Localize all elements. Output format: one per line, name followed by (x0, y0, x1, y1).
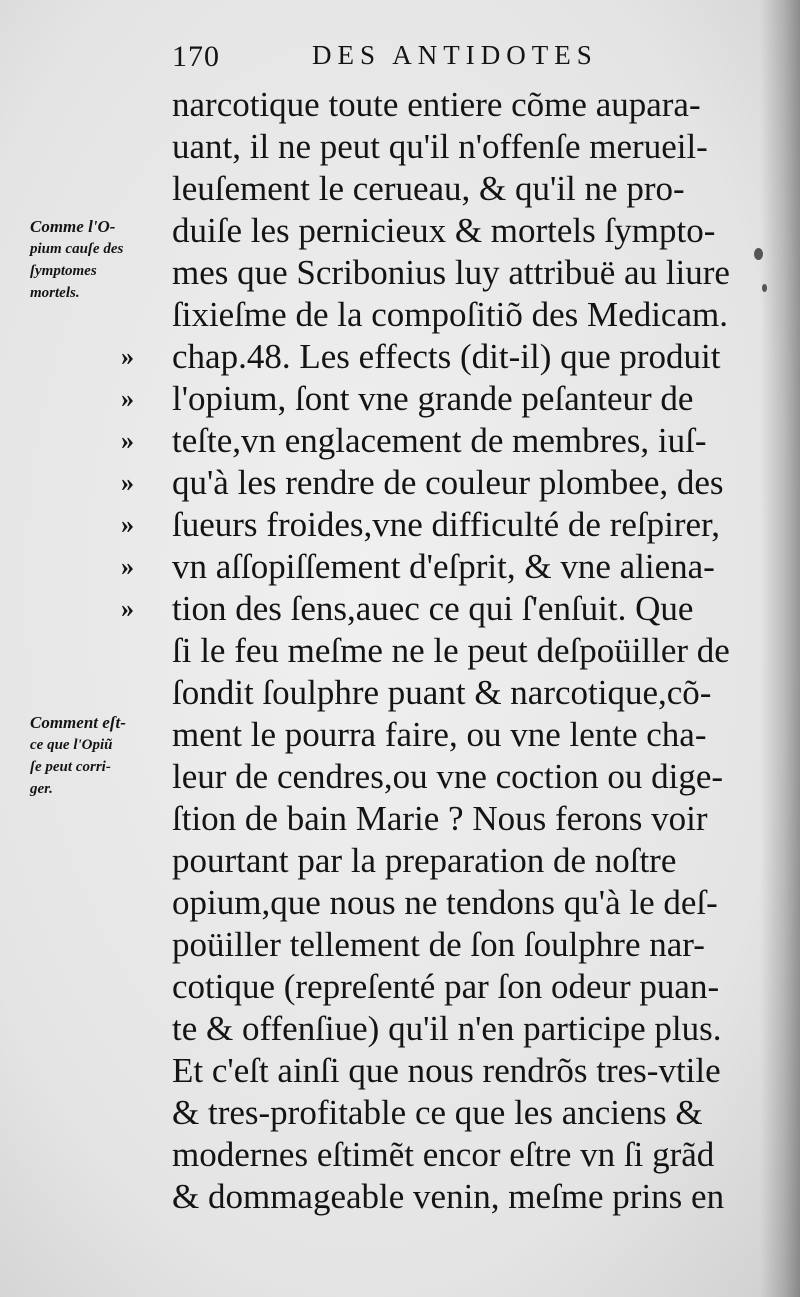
text-line: uant, il ne peut qu'il n'offenſe merueil- (172, 127, 708, 166)
text-line: Et c'eſt ainſi que nous rendrõs tres-vtile (172, 1051, 721, 1090)
text-line: opium,que nous ne tendons qu'à le deſ- (172, 883, 718, 922)
margin-note-line: ſe peut corri- (30, 759, 111, 775)
ink-spot (754, 248, 763, 260)
margin-note-line: ſymptomes (30, 263, 97, 279)
quote-mark: » (121, 342, 134, 371)
text-line: ſondit ſoulphre puant & narcotique,cõ- (172, 673, 712, 712)
text-line: teſte,vn englacement de membres, iuſ- (172, 421, 707, 460)
page-edge-shadow (760, 0, 800, 1297)
text-line: modernes eſtimẽt encor eſtre vn ſi grãd (172, 1135, 715, 1174)
text-line: vn aſſopiſſement d'eſprit, & vne aliena- (172, 547, 715, 586)
text-line: tion des ſens,auec ce qui ſ'enſuit. Que (172, 589, 694, 628)
margin-note-line: pium cauſe des (30, 241, 124, 257)
quote-mark: » (121, 552, 134, 581)
text-line: ment le pourra faire, ou vne lente cha- (172, 715, 707, 754)
text-line: pourtant par la preparation de noſtre (172, 841, 677, 880)
quote-mark: » (121, 426, 134, 455)
text-line: leur de cendres,ou vne coction ou dige- (172, 757, 724, 796)
margin-note-line: ger. (30, 781, 53, 797)
quote-mark: » (121, 468, 134, 497)
margin-note-line: Comment eſt- (30, 713, 126, 732)
quote-mark: » (121, 510, 134, 539)
text-line: ſtion de bain Marie ? Nous ferons voir (172, 799, 708, 838)
text-line: leuſement le cerueau, & qu'il ne pro- (172, 169, 685, 208)
quote-mark: » (121, 594, 134, 623)
text-line: ſi le feu meſme ne le peut deſpoüiller de (172, 631, 730, 670)
text-line: cotique (repreſenté par ſon odeur puan- (172, 967, 720, 1006)
margin-note-line: Comme l'O- (30, 217, 116, 236)
quote-mark: » (121, 384, 134, 413)
text-line: narcotique toute entiere cõme aupara- (172, 85, 701, 124)
margin-note (30, 216, 170, 304)
margin-note-line: ce que l'Opiũ (30, 737, 113, 753)
text-line: qu'à les rendre de couleur plombee, des (172, 463, 724, 502)
page-header (172, 40, 732, 80)
ink-spot (762, 284, 767, 292)
text-line: ſueurs froides,vne difficulté de reſpirer, (172, 505, 721, 544)
text-line: ſixieſme de la compoſitiõ des Medicam. (172, 295, 728, 334)
text-line: chap.48. Les effects (dit-il) que produit (172, 337, 721, 376)
text-line: mes que Scribonius luy attribuë au liure (172, 253, 730, 292)
text-line: te & offenſiue) qu'il n'en participe plus. (172, 1009, 722, 1048)
text-line: poüiller tellement de ſon ſoulphre nar- (172, 925, 705, 964)
text-line: & dommageable venin, meſme prins en (172, 1177, 725, 1216)
text-line: l'opium, ſont vne grande peſanteur de (172, 379, 694, 418)
running-head: DES ANTIDOTES (312, 40, 598, 70)
text-line: duiſe les pernicieux & mortels ſympto- (172, 211, 716, 250)
margin-note (30, 712, 170, 800)
margin-note-line: mortels. (30, 285, 80, 301)
text-line: & tres-profitable ce que les anciens & (172, 1093, 703, 1132)
page-number: 170 (172, 40, 220, 73)
